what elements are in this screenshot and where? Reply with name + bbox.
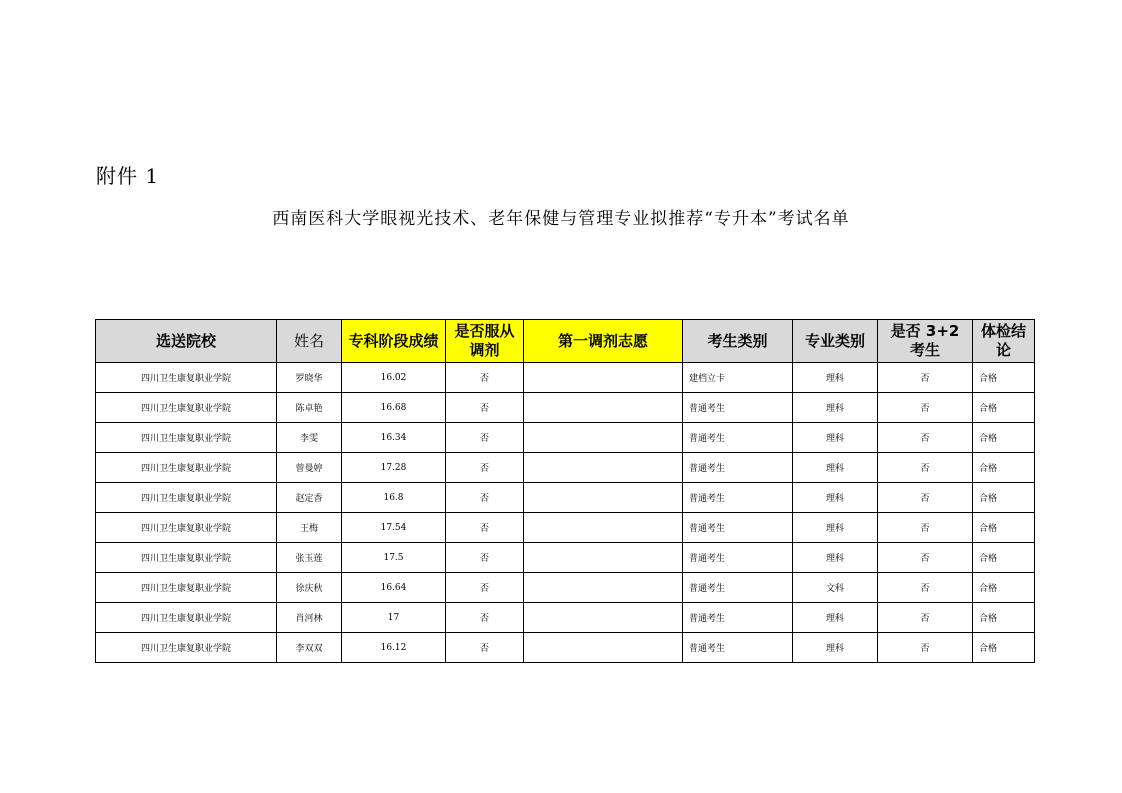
cell-adjust: 否 <box>446 603 524 633</box>
cell-physical: 合格 <box>973 393 1035 423</box>
cell-three-plus-two: 否 <box>878 513 973 543</box>
header-three-plus-two: 是否 3+2 考生 <box>878 320 973 363</box>
cell-name: 赵定香 <box>277 483 342 513</box>
cell-school: 四川卫生康复职业学院 <box>96 453 277 483</box>
cell-major-type: 理科 <box>793 483 878 513</box>
cell-school: 四川卫生康复职业学院 <box>96 633 277 663</box>
header-physical: 体检结论 <box>973 320 1035 363</box>
cell-first-choice <box>524 603 683 633</box>
header-first-choice: 第一调剂志愿 <box>524 320 683 363</box>
cell-major-type: 理科 <box>793 603 878 633</box>
cell-adjust: 否 <box>446 393 524 423</box>
table-row <box>96 393 1035 423</box>
cell-major-type: 理科 <box>793 453 878 483</box>
cell-major-type: 理科 <box>793 543 878 573</box>
cell-adjust: 否 <box>446 483 524 513</box>
cell-physical: 合格 <box>973 543 1035 573</box>
cell-name: 罗晓华 <box>277 363 342 393</box>
header-major-type: 专业类别 <box>793 320 878 363</box>
cell-name: 张玉莲 <box>277 543 342 573</box>
table-row <box>96 363 1035 393</box>
cell-major-type: 理科 <box>793 633 878 663</box>
table-row <box>96 543 1035 573</box>
cell-school: 四川卫生康复职业学院 <box>96 603 277 633</box>
cell-name: 陈卓艳 <box>277 393 342 423</box>
cell-first-choice <box>524 393 683 423</box>
cell-score: 16.12 <box>342 633 446 663</box>
table-row <box>96 453 1035 483</box>
cell-three-plus-two: 否 <box>878 543 973 573</box>
cell-candidate-type: 普通考生 <box>683 603 793 633</box>
cell-candidate-type: 普通考生 <box>683 633 793 663</box>
cell-score: 16.68 <box>342 393 446 423</box>
cell-candidate-type: 普通考生 <box>683 513 793 543</box>
cell-score: 17.54 <box>342 513 446 543</box>
cell-physical: 合格 <box>973 513 1035 543</box>
header-candidate-type: 考生类别 <box>683 320 793 363</box>
cell-adjust: 否 <box>446 453 524 483</box>
cell-school: 四川卫生康复职业学院 <box>96 423 277 453</box>
cell-adjust: 否 <box>446 363 524 393</box>
table-row <box>96 483 1035 513</box>
cell-school: 四川卫生康复职业学院 <box>96 513 277 543</box>
header-score: 专科阶段成绩 <box>342 320 446 363</box>
cell-adjust: 否 <box>446 633 524 663</box>
cell-major-type: 理科 <box>793 513 878 543</box>
cell-score: 17 <box>342 603 446 633</box>
table-row <box>96 603 1035 633</box>
cell-physical: 合格 <box>973 423 1035 453</box>
cell-physical: 合格 <box>973 363 1035 393</box>
cell-score: 16.02 <box>342 363 446 393</box>
table-row <box>96 513 1035 543</box>
cell-three-plus-two: 否 <box>878 573 973 603</box>
cell-candidate-type: 普通考生 <box>683 393 793 423</box>
cell-adjust: 否 <box>446 573 524 603</box>
candidate-table <box>95 319 1035 663</box>
cell-score: 16.34 <box>342 423 446 453</box>
cell-first-choice <box>524 423 683 453</box>
header-name: 姓名 <box>277 320 342 363</box>
attachment-label: 附件 1 <box>96 164 160 188</box>
cell-major-type: 理科 <box>793 393 878 423</box>
cell-name: 李双双 <box>277 633 342 663</box>
table-header-row <box>96 320 1035 363</box>
cell-adjust: 否 <box>446 423 524 453</box>
cell-first-choice <box>524 453 683 483</box>
table-row <box>96 633 1035 663</box>
cell-candidate-type: 普通考生 <box>683 543 793 573</box>
cell-name: 徐庆秋 <box>277 573 342 603</box>
cell-school: 四川卫生康复职业学院 <box>96 543 277 573</box>
cell-physical: 合格 <box>973 603 1035 633</box>
cell-major-type: 理科 <box>793 363 878 393</box>
cell-score: 17.5 <box>342 543 446 573</box>
cell-score: 16.64 <box>342 573 446 603</box>
cell-first-choice <box>524 633 683 663</box>
cell-name: 曾曼婷 <box>277 453 342 483</box>
cell-physical: 合格 <box>973 483 1035 513</box>
cell-first-choice <box>524 363 683 393</box>
cell-three-plus-two: 否 <box>878 363 973 393</box>
cell-adjust: 否 <box>446 543 524 573</box>
cell-score: 17.28 <box>342 453 446 483</box>
cell-major-type: 文科 <box>793 573 878 603</box>
cell-adjust: 否 <box>446 513 524 543</box>
cell-name: 王梅 <box>277 513 342 543</box>
cell-physical: 合格 <box>973 453 1035 483</box>
cell-three-plus-two: 否 <box>878 423 973 453</box>
cell-candidate-type: 普通考生 <box>683 483 793 513</box>
cell-candidate-type: 普通考生 <box>683 453 793 483</box>
table-row <box>96 423 1035 453</box>
cell-three-plus-two: 否 <box>878 483 973 513</box>
cell-first-choice <box>524 543 683 573</box>
cell-three-plus-two: 否 <box>878 393 973 423</box>
header-school: 选送院校 <box>96 320 277 363</box>
cell-first-choice <box>524 513 683 543</box>
document-title: 西南医科大学眼视光技术、老年保健与管理专业拟推荐“专升本”考试名单 <box>272 209 850 229</box>
cell-candidate-type: 建档立卡 <box>683 363 793 393</box>
cell-three-plus-two: 否 <box>878 453 973 483</box>
cell-first-choice <box>524 483 683 513</box>
table-row <box>96 573 1035 603</box>
cell-physical: 合格 <box>973 573 1035 603</box>
cell-school: 四川卫生康复职业学院 <box>96 573 277 603</box>
cell-school: 四川卫生康复职业学院 <box>96 483 277 513</box>
cell-school: 四川卫生康复职业学院 <box>96 393 277 423</box>
cell-name: 李雯 <box>277 423 342 453</box>
cell-candidate-type: 普通考生 <box>683 423 793 453</box>
cell-three-plus-two: 否 <box>878 633 973 663</box>
cell-first-choice <box>524 573 683 603</box>
cell-physical: 合格 <box>973 633 1035 663</box>
header-adjust: 是否服从调剂 <box>446 320 524 363</box>
cell-name: 肖河林 <box>277 603 342 633</box>
cell-candidate-type: 普通考生 <box>683 573 793 603</box>
cell-three-plus-two: 否 <box>878 603 973 633</box>
cell-score: 16.8 <box>342 483 446 513</box>
cell-school: 四川卫生康复职业学院 <box>96 363 277 393</box>
cell-major-type: 理科 <box>793 423 878 453</box>
